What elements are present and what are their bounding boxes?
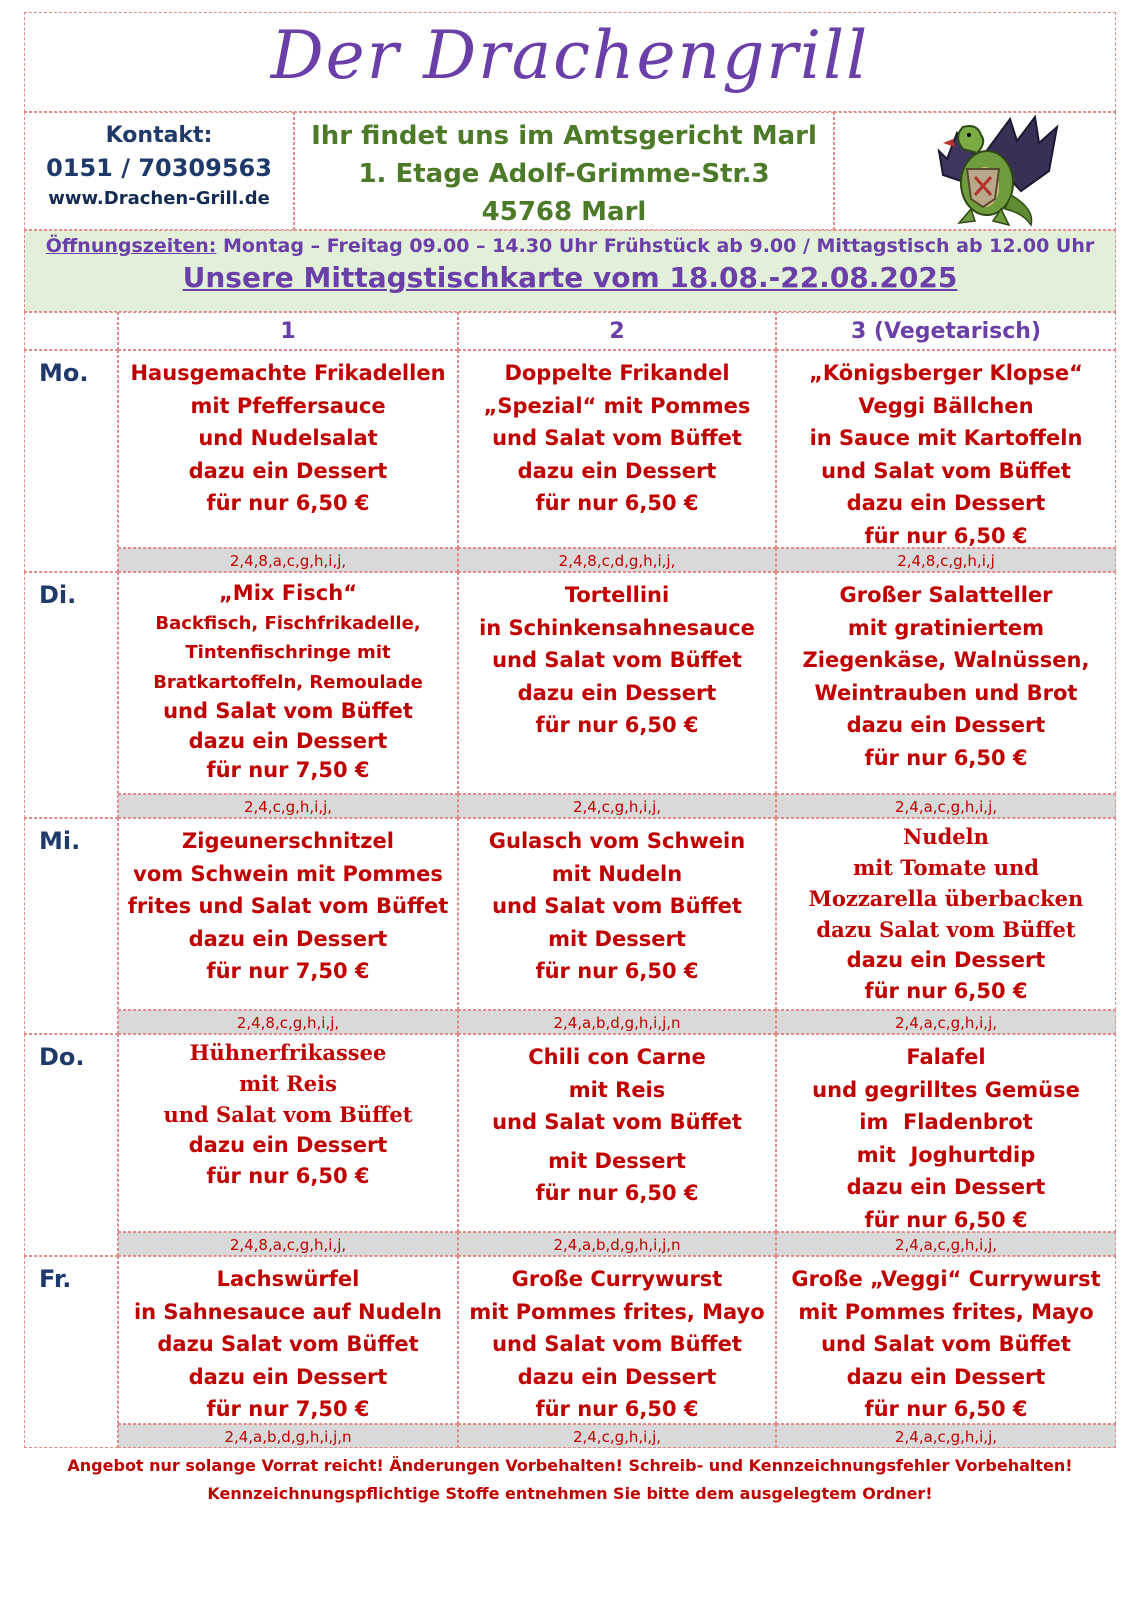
footer-notes xyxy=(24,1452,1116,1508)
dish-line: und Salat vom Büffet xyxy=(492,426,742,450)
address-line-2: 1. Etage Adolf-Grimme-Str.3 xyxy=(358,159,770,189)
dish-monday-3 xyxy=(776,350,1116,548)
dish-line: Tintenfischringe mit xyxy=(185,642,391,663)
dish-line: und gegrilltes Gemüse xyxy=(812,1077,1080,1102)
dish-line: Lachswürfel xyxy=(216,1267,360,1291)
dish-line: Großer Salatteller xyxy=(839,583,1053,607)
dish-tuesday-3 xyxy=(776,572,1116,794)
dish-line: Falafel xyxy=(906,1045,986,1069)
dish-price: für nur 6,50 € xyxy=(864,745,1028,770)
column-header-3: 3 (Vegetarisch) xyxy=(776,312,1116,350)
day-label-wednesday: Mi. xyxy=(24,818,118,1034)
column-header-2: 2 xyxy=(458,312,776,350)
dish-line: dazu ein Dessert xyxy=(846,1364,1046,1389)
dish-line: „Königsberger Klopse“ xyxy=(809,361,1083,385)
opening-hours xyxy=(25,235,1115,257)
allergens-wednesday-1: 2,4,8,c,g,h,i,j, xyxy=(118,1010,458,1034)
allergens-tuesday-2: 2,4,c,g,h,i,j, xyxy=(458,794,776,818)
dish-line: Backfisch, Fischfrikadelle, xyxy=(155,612,421,634)
dish-price: für nur 6,50 € xyxy=(206,491,370,515)
dish-line: dazu ein Dessert xyxy=(517,1364,717,1389)
dish-line: Weintrauben und Brot xyxy=(814,680,1078,705)
dish-line: und Salat vom Büffet xyxy=(821,458,1071,483)
dish-line: dazu ein Dessert xyxy=(846,1175,1046,1199)
dish-friday-1 xyxy=(118,1256,458,1424)
dish-line: Zigeunerschnitzel xyxy=(182,829,394,853)
dish-price: für nur 6,50 € xyxy=(864,1207,1028,1232)
dish-line: dazu ein Dessert xyxy=(188,458,388,483)
dish-thursday-3 xyxy=(776,1034,1116,1232)
allergens-thursday-3: 2,4,a,c,g,h,i,j, xyxy=(776,1232,1116,1256)
dish-price: für nur 6,50 € xyxy=(206,1164,370,1188)
dish-line: frites und Salat vom Büffet xyxy=(127,894,449,918)
dish-price: für nur 7,50 € xyxy=(206,1397,370,1421)
restaurant-title: Der Drachengrill xyxy=(270,17,870,94)
dish-line: Gulasch vom Schwein xyxy=(488,829,746,853)
dish-tuesday-1 xyxy=(118,572,458,794)
day-label-friday: Fr. xyxy=(24,1256,118,1448)
footer-line-1: Angebot nur solange Vorrat reicht! Änderungen Vorbehalten! Schreib- und Kennzeichnungsfehler Vorbehalten! xyxy=(67,1456,1073,1475)
dish-thursday-2 xyxy=(458,1034,776,1232)
dish-line: Veggi Bällchen xyxy=(858,393,1034,418)
dish-line: dazu ein Dessert xyxy=(188,728,388,753)
dish-price: für nur 7,50 € xyxy=(206,959,370,983)
dish-line: Doppelte Frikandel xyxy=(504,361,730,385)
allergens-tuesday-1: 2,4,c,g,h,i,j, xyxy=(118,794,458,818)
dish-line: mit gratiniertem xyxy=(847,615,1045,640)
dish-line: Bratkartoffeln, Remoulade xyxy=(153,671,423,693)
dish-price: für nur 6,50 € xyxy=(535,1397,699,1421)
opening-hours-label: Öffnungszeiten: xyxy=(45,235,217,257)
title-box xyxy=(24,12,1116,112)
dish-line: Chili con Carne xyxy=(528,1045,706,1069)
dish-line: dazu ein Dessert xyxy=(188,926,388,951)
contact-label: Kontakt: xyxy=(105,123,213,148)
dragon-icon xyxy=(835,113,1117,231)
dish-line: Hühnerfrikassee xyxy=(189,1040,387,1065)
dragon-logo-box xyxy=(834,112,1116,230)
dish-line: und Salat vom Büffet xyxy=(821,1332,1071,1356)
header-empty-cell xyxy=(24,312,118,350)
dish-line: und Salat vom Büffet xyxy=(163,699,413,723)
contact-website[interactable]: www.Drachen-Grill.de xyxy=(48,188,270,209)
dish-line: vom Schwein mit Pommes xyxy=(133,861,443,886)
dish-line: mit Reis xyxy=(568,1077,666,1102)
day-label-thursday: Do. xyxy=(24,1034,118,1256)
allergens-friday-3: 2,4,a,c,g,h,i,j, xyxy=(776,1424,1116,1448)
dish-tuesday-2 xyxy=(458,572,776,794)
allergens-thursday-1: 2,4,8,a,c,g,h,i,j, xyxy=(118,1232,458,1256)
dish-line: mit Nudeln xyxy=(551,861,683,886)
dish-line: mit Joghurtdip xyxy=(856,1142,1036,1167)
dish-line: mit Pommes frites, Mayo xyxy=(798,1299,1094,1324)
dish-friday-2 xyxy=(458,1256,776,1424)
dish-line: Nudeln xyxy=(903,824,989,849)
dish-line: „Spezial“ mit Pommes xyxy=(483,393,751,418)
dish-line: und Salat vom Büffet xyxy=(492,648,742,672)
dish-line: mit Reis xyxy=(239,1071,337,1096)
dish-line: Hausgemachte Frikadellen xyxy=(130,361,446,385)
footer-line-2: Kennzeichnungspflichtige Stoffe entnehmen Sie bitte dem ausgelegtem Ordner! xyxy=(207,1484,933,1503)
allergens-monday-3: 2,4,8,c,g,h,i,j xyxy=(776,548,1116,572)
address-line-1: Ihr findet uns im Amtsgericht Marl xyxy=(311,121,817,151)
contact-phone[interactable]: 0151 / 70309563 xyxy=(46,154,272,182)
opening-hours-box xyxy=(24,230,1116,312)
dish-line: in Sahnesauce auf Nudeln xyxy=(133,1299,443,1324)
dish-line: in Sauce mit Kartoffeln xyxy=(809,426,1083,450)
dish-line: mit Dessert xyxy=(548,1148,686,1173)
day-label-tuesday: Di. xyxy=(24,572,118,818)
allergens-monday-1: 2,4,8,a,c,g,h,i,j, xyxy=(118,548,458,572)
dish-line: dazu ein Dessert xyxy=(188,1133,388,1157)
dish-wednesday-3 xyxy=(776,818,1116,1010)
dish-price: für nur 7,50 € xyxy=(206,758,370,782)
dish-line: dazu ein Dessert xyxy=(846,491,1046,515)
dish-line: und Nudelsalat xyxy=(198,426,378,450)
allergens-thursday-2: 2,4,a,b,d,g,h,i,j,n xyxy=(458,1232,776,1256)
dish-line: dazu Salat vom Büffet xyxy=(816,917,1076,942)
dish-line: „Mix Fisch“ xyxy=(219,581,357,605)
menu-sheet xyxy=(24,12,1116,1503)
dish-price: für nur 6,50 € xyxy=(864,979,1028,1003)
column-header-1: 1 xyxy=(118,312,458,350)
dish-line: und Salat vom Büffet xyxy=(492,1332,742,1356)
dish-line: dazu ein Dessert xyxy=(188,1364,388,1389)
dish-line: mit Dessert xyxy=(548,926,686,951)
dish-line: Mozzarella überbacken xyxy=(808,886,1084,911)
allergens-wednesday-2: 2,4,a,b,d,g,h,i,j,n xyxy=(458,1010,776,1034)
dish-line: mit Pfeffersauce xyxy=(190,393,386,418)
day-label-monday: Mo. xyxy=(24,350,118,572)
opening-hours-text: Montag – Freitag 09.00 – 14.30 Uhr Frühstück ab 9.00 / Mittagstisch ab 12.00 Uhr xyxy=(222,235,1095,257)
dish-line: Große „Veggi“ Currywurst xyxy=(791,1267,1101,1291)
allergens-wednesday-3: 2,4,a,c,g,h,i,j, xyxy=(776,1010,1116,1034)
dish-price: für nur 6,50 € xyxy=(535,1181,699,1205)
contact-box xyxy=(24,112,294,230)
dish-price: für nur 6,50 € xyxy=(535,959,699,983)
dish-line: dazu ein Dessert xyxy=(846,948,1046,972)
dish-line: und Salat vom Büffet xyxy=(492,1110,742,1134)
dish-price: für nur 6,50 € xyxy=(864,523,1028,548)
dish-wednesday-1 xyxy=(118,818,458,1010)
dish-thursday-1 xyxy=(118,1034,458,1232)
dish-line: Ziegenkäse, Walnüssen, xyxy=(802,648,1090,672)
dish-line: Tortellini xyxy=(564,583,670,607)
dish-friday-3 xyxy=(776,1256,1116,1424)
dish-line: dazu ein Dessert xyxy=(517,680,717,705)
dish-price: für nur 6,50 € xyxy=(864,1397,1028,1421)
address-line-3: 45768 Marl xyxy=(481,197,647,227)
allergens-tuesday-3: 2,4,a,c,g,h,i,j, xyxy=(776,794,1116,818)
dish-price: für nur 6,50 € xyxy=(535,491,699,515)
allergens-friday-2: 2,4,c,g,h,i,j, xyxy=(458,1424,776,1448)
dish-monday-1 xyxy=(118,350,458,548)
dish-line: Große Currywurst xyxy=(511,1267,723,1291)
address-box xyxy=(294,112,834,230)
dish-wednesday-2 xyxy=(458,818,776,1010)
allergens-friday-1: 2,4,a,b,d,g,h,i,j,n xyxy=(118,1424,458,1448)
dish-line: im Fladenbrot xyxy=(859,1110,1033,1134)
dish-line: und Salat vom Büffet xyxy=(163,1102,413,1127)
dish-line: dazu ein Dessert xyxy=(846,713,1046,737)
dish-line: dazu Salat vom Büffet xyxy=(157,1332,419,1356)
dish-line: und Salat vom Büffet xyxy=(492,894,742,918)
dish-line: dazu ein Dessert xyxy=(517,458,717,483)
dish-line: mit Tomate und xyxy=(853,855,1039,880)
dish-line: in Schinkensahnesauce xyxy=(479,615,755,640)
allergens-monday-2: 2,4,8,c,d,g,h,i,j, xyxy=(458,548,776,572)
menu-title: Unsere Mittagstischkarte vom 18.08.-22.08.2025 xyxy=(182,261,958,294)
dish-line: mit Pommes frites, Mayo xyxy=(469,1299,765,1324)
dish-price: für nur 6,50 € xyxy=(535,713,699,737)
dish-monday-2 xyxy=(458,350,776,548)
